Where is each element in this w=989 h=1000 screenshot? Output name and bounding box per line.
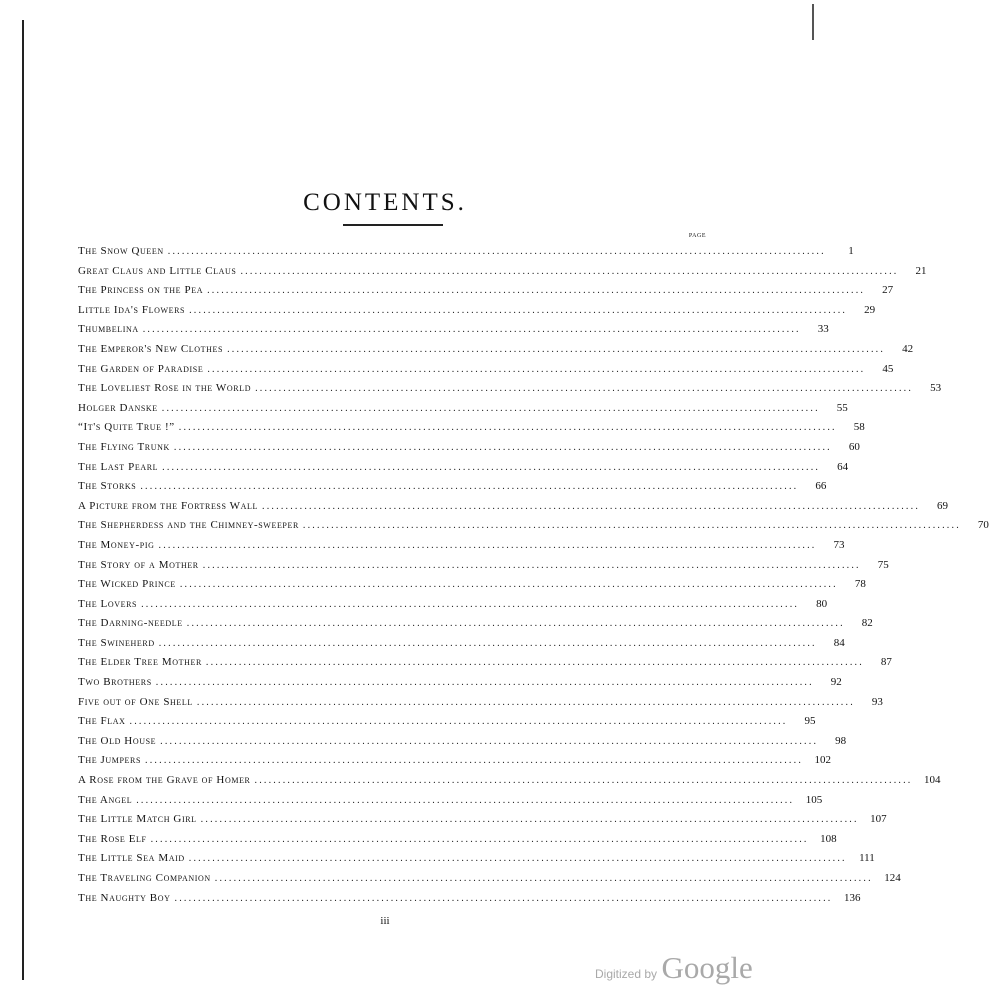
toc-entry-title: The Storks <box>78 480 137 493</box>
toc-entry-page: 93 <box>871 695 883 708</box>
toc-entry-page: 98 <box>835 734 847 747</box>
toc-entry <box>78 323 829 343</box>
scan-mark <box>812 4 814 40</box>
toc-entry-page: 87 <box>880 656 892 669</box>
page-column-header: PAGE <box>688 233 706 239</box>
toc-entry <box>78 303 876 324</box>
toc-entry-page: 66 <box>815 480 827 493</box>
toc-entry-title: The Elder Tree Mother <box>78 656 202 669</box>
dot-leader: ............................................................................................................................................ <box>202 559 861 571</box>
dot-leader: ............................................................................................................................................ <box>262 500 921 512</box>
toc-entry-page: 78 <box>854 578 866 591</box>
toc-entry <box>78 636 845 657</box>
toc-entry-title: The Loveliest Rose in the World <box>78 382 252 395</box>
dot-leader: ............................................................................................................................................ <box>207 363 866 375</box>
dot-leader: ............................................................................................................................................ <box>140 481 799 493</box>
toc-entry <box>78 617 873 637</box>
toc-entry-title: “It's Quite True !” <box>78 421 175 434</box>
toc-entry-title: The Flying Trunk <box>78 440 170 453</box>
dot-leader: ............................................................................................................................................ <box>173 441 832 453</box>
toc-entry-title: Great Claus and Little Claus <box>78 264 237 277</box>
contents-list <box>78 245 989 911</box>
toc-entry-title: A Rose from the Grave of Homer <box>78 774 251 787</box>
toc-entry <box>78 656 892 676</box>
toc-entry-page: 21 <box>915 264 927 277</box>
toc-entry-title: Holger Danske <box>78 401 158 414</box>
dot-leader: ............................................................................................................................................ <box>142 324 801 336</box>
google-logo: Google <box>661 950 753 985</box>
toc-entry-title: A Picture from the Fortress Wall <box>78 499 259 512</box>
page-edge-line <box>22 20 24 980</box>
toc-entry <box>78 891 861 912</box>
toc-entry <box>78 852 875 872</box>
toc-entry-title: The Angel <box>78 793 133 806</box>
toc-entry <box>78 284 894 304</box>
dot-leader: ............................................................................................................................................ <box>178 422 837 434</box>
toc-entry-page: 45 <box>882 362 894 375</box>
toc-entry <box>78 734 847 755</box>
dot-leader: ............................................................................................................................................ <box>162 461 821 473</box>
toc-entry-title: Two Brothers <box>78 676 152 689</box>
toc-entry-page: 107 <box>870 813 887 826</box>
toc-entry-page: 124 <box>884 872 901 884</box>
toc-entry <box>78 695 883 716</box>
dot-leader: ............................................................................................................................................ <box>155 677 814 689</box>
toc-entry <box>78 460 849 481</box>
dot-leader: ............................................................................................................................................ <box>196 696 855 708</box>
toc-entry-title: The Money-pig <box>78 538 155 551</box>
dot-leader: ............................................................................................................................................ <box>150 833 809 845</box>
page-folio: iii <box>380 915 390 927</box>
toc-entry-page: 60 <box>848 440 860 453</box>
dot-leader: ............................................................................................................................................ <box>255 383 914 395</box>
dot-leader: ............................................................................................................................................ <box>205 657 864 669</box>
toc-entry-page: 64 <box>837 460 849 473</box>
dot-leader: ............................................................................................................................................ <box>207 285 866 297</box>
toc-entry-page: 92 <box>830 676 842 689</box>
toc-entry-page: 53 <box>930 382 942 395</box>
toc-entry-title: The Garden of Paradise <box>78 362 204 375</box>
dot-leader: ............................................................................................................................................ <box>302 520 961 532</box>
toc-entry-page: 105 <box>805 793 823 806</box>
dot-leader: ............................................................................................................................................ <box>200 814 859 826</box>
toc-entry <box>78 872 901 892</box>
toc-entry-title: The Old House <box>78 734 157 747</box>
title-rule <box>343 224 443 226</box>
dot-leader: ............................................................................................................................................ <box>136 794 795 806</box>
toc-entry-page: 136 <box>844 891 861 904</box>
toc-entry <box>78 578 866 598</box>
toc-entry-page: 108 <box>820 832 837 845</box>
toc-entry-page: 95 <box>804 715 816 728</box>
toc-entry <box>78 793 823 814</box>
toc-entry-title: The Swineherd <box>78 636 155 649</box>
toc-entry-title: The Jumpers <box>78 754 142 767</box>
dot-leader: ............................................................................................................................................ <box>186 618 845 630</box>
toc-entry-page: 102 <box>814 754 832 767</box>
toc-entry <box>78 754 832 774</box>
toc-entry <box>78 538 845 559</box>
toc-entry-title: The Darning-needle <box>78 617 183 630</box>
toc-entry <box>78 676 842 696</box>
toc-entry-page: 104 <box>924 774 941 787</box>
toc-entry-title: The Shepherdess and the Chimney-sweeper <box>78 519 299 532</box>
dot-leader: ............................................................................................................................................ <box>189 304 848 316</box>
toc-entry-title: The Emperor's New Clothes <box>78 342 224 355</box>
dot-leader: ............................................................................................................................................ <box>129 716 788 728</box>
toc-entry-title: The Wicked Prince <box>78 578 176 591</box>
toc-entry <box>78 813 887 833</box>
toc-entry <box>78 440 860 461</box>
dot-leader: ............................................................................................................................................ <box>145 755 804 767</box>
dot-leader: ............................................................................................................................................ <box>240 265 899 277</box>
toc-entry-title: The Flax <box>78 715 126 728</box>
toc-entry-page: 42 <box>902 342 914 355</box>
dot-leader: ............................................................................................................................................ <box>158 637 817 649</box>
toc-entry-page: 29 <box>864 303 876 316</box>
toc-entry-page: 33 <box>817 323 829 336</box>
toc-entry-title: The Snow Queen <box>78 245 164 257</box>
toc-entry-title: Little Ida's Flowers <box>78 303 186 316</box>
toc-entry-title: The Traveling Companion <box>78 872 211 884</box>
toc-entry-title: The Story of a Mother <box>78 558 199 571</box>
dot-leader: ............................................................................................................................................ <box>161 402 820 414</box>
toc-entry-page: 55 <box>836 401 848 414</box>
toc-entry-title: The Lovers <box>78 597 138 610</box>
toc-entry-title: The Naughty Boy <box>78 891 171 904</box>
toc-entry-page: 73 <box>833 538 845 551</box>
toc-entry <box>78 362 894 383</box>
dot-leader: ............................................................................................................................................ <box>141 598 800 610</box>
toc-entry <box>78 264 927 285</box>
toc-entry <box>78 342 914 363</box>
toc-entry <box>78 401 848 422</box>
toc-entry-title: Thumbelina <box>78 323 139 336</box>
dot-leader: ............................................................................................................................................ <box>179 579 838 591</box>
toc-entry-page: 111 <box>859 852 875 865</box>
toc-entry <box>78 421 865 441</box>
dot-leader: ............................................................................................................................................ <box>167 246 826 257</box>
toc-entry <box>78 519 989 539</box>
toc-entry <box>78 715 816 735</box>
toc-entry-title: The Last Pearl <box>78 460 159 473</box>
toc-entry-page: 84 <box>833 636 845 649</box>
dot-leader: ............................................................................................................................................ <box>160 735 819 747</box>
toc-entry-page: 69 <box>937 499 949 512</box>
toc-entry-page: 82 <box>861 617 873 630</box>
toc-entry-page: 70 <box>977 519 989 532</box>
toc-entry-page: 58 <box>853 421 865 434</box>
page-title: CONTENTS. <box>303 188 467 216</box>
dot-leader: ............................................................................................................................................ <box>227 343 886 355</box>
dot-leader: ............................................................................................................................................ <box>188 853 847 865</box>
toc-entry <box>78 558 889 579</box>
dot-leader: ............................................................................................................................................ <box>174 892 833 904</box>
toc-entry-title: The Little Match Girl <box>78 813 197 826</box>
toc-entry <box>78 597 828 618</box>
toc-entry-page: 80 <box>816 597 828 610</box>
dot-leader: ............................................................................................................................................ <box>158 539 817 551</box>
toc-entry <box>78 499 949 520</box>
toc-entry-title: The Princess on the Pea <box>78 284 204 297</box>
toc-entry-title: The Rose Elf <box>78 832 147 845</box>
toc-entry-title: The Little Sea Maid <box>78 852 185 865</box>
watermark-prefix: Digitized by <box>595 967 658 981</box>
toc-entry <box>78 382 942 402</box>
dot-leader: ............................................................................................................................................ <box>254 775 913 787</box>
toc-entry-page: 27 <box>882 284 894 297</box>
toc-entry-title: Five out of One Shell <box>78 695 193 708</box>
digitized-by-google-watermark <box>595 950 753 986</box>
toc-entry <box>78 832 837 853</box>
toc-entry <box>78 774 941 794</box>
toc-entry <box>78 480 827 500</box>
toc-entry <box>78 245 854 265</box>
toc-entry-page: 1 <box>848 245 854 257</box>
toc-entry-page: 75 <box>877 558 889 571</box>
dot-leader: ............................................................................................................................................ <box>214 873 873 884</box>
